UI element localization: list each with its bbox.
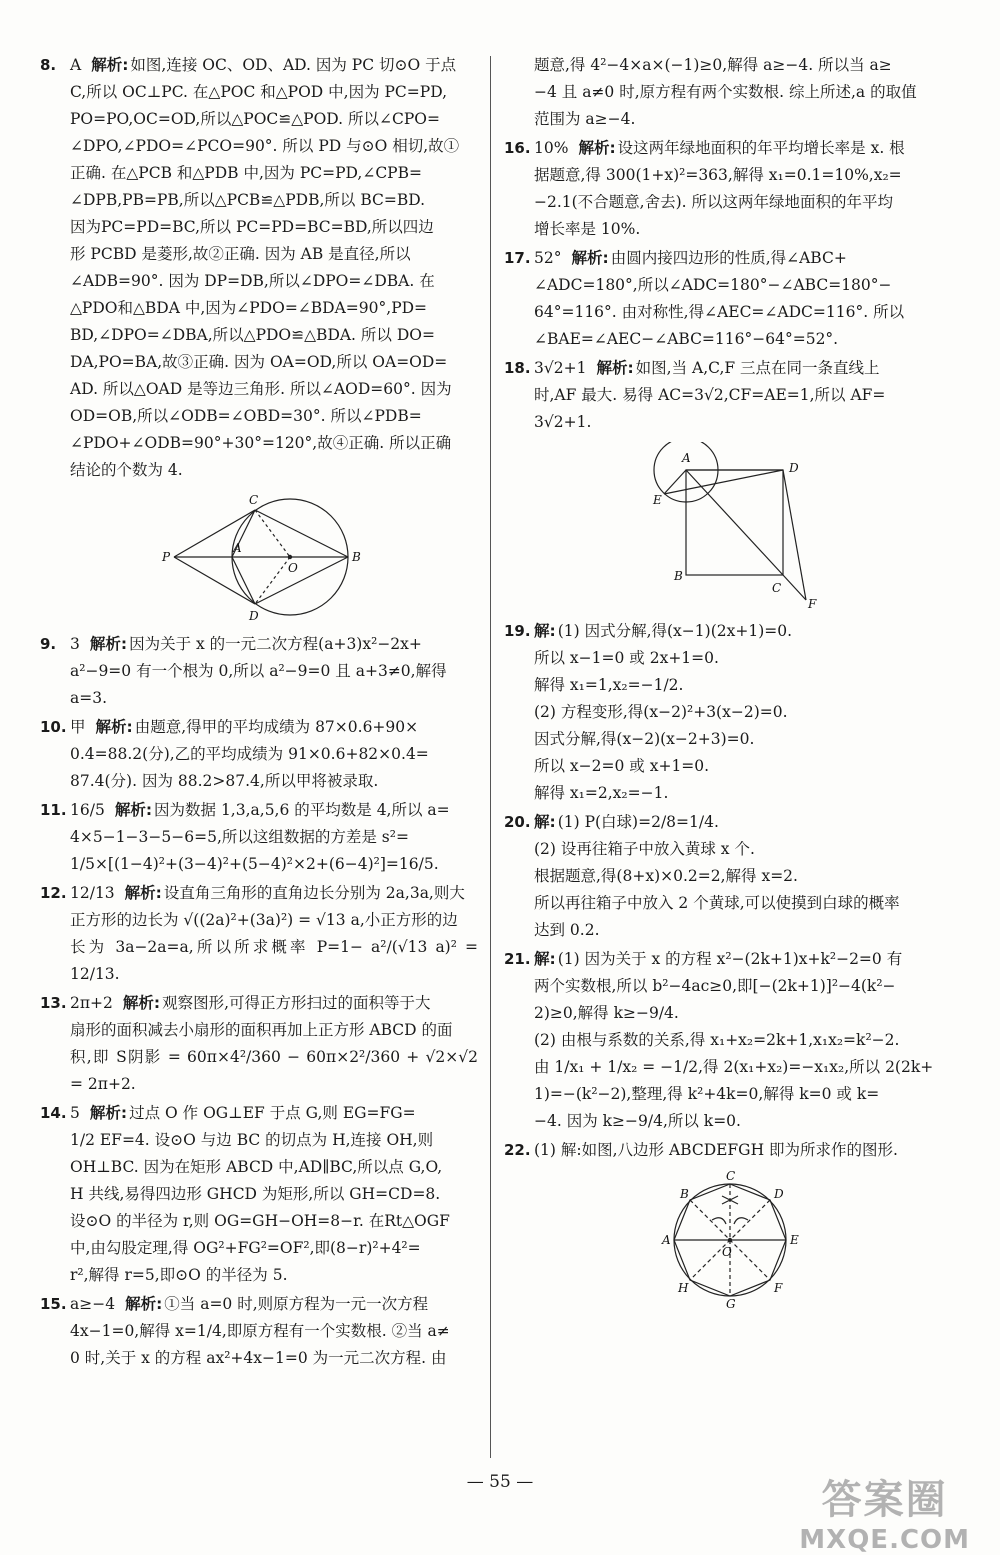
- question-number: 10.: [40, 718, 67, 736]
- text-line: 64°=116°. 由对称性,得∠AEC=∠ADC=116°. 所以: [534, 303, 905, 321]
- text-line: 时,AF 最大. 易得 AC=3√2,CF=AE=1,所以 AF=: [534, 386, 886, 404]
- question-10: [40, 714, 478, 795]
- text-line: ∠BAE=∠AEC−∠ABC=116°−64°=52°.: [534, 330, 839, 348]
- question-number: 21.: [504, 950, 531, 968]
- question-number: 11.: [40, 801, 67, 819]
- analysis-label: 解析:: [95, 718, 133, 736]
- label-E: E: [790, 1233, 799, 1247]
- watermark-main: 答案圈: [821, 1477, 948, 1523]
- text-line: 如图,当 A,C,F 三点在同一条直线上: [635, 359, 880, 377]
- text-line: 因为数据 1,3,a,5,6 的平均数是 4,所以 a=: [154, 801, 450, 819]
- answer: 5: [70, 1104, 80, 1122]
- left-column: [40, 52, 478, 1374]
- label-D: D: [774, 1187, 784, 1201]
- answer: a≥−4: [70, 1295, 116, 1313]
- question-16: [504, 135, 956, 243]
- text-line: 设直角三角形的直角边长分别为 2a,3a,则大: [163, 884, 465, 902]
- question-11: [40, 797, 478, 878]
- text-line: 由 1/x₁ + 1/x₂ = −1/2,得 2(x₁+x₂)=−x₁x₂,所以 2(2k+: [534, 1058, 934, 1076]
- text-line: (2) 设再往箱子中放入黄球 x 个.: [534, 840, 755, 858]
- question-14: [40, 1100, 478, 1289]
- text-line: 增长率是 10%.: [534, 220, 641, 238]
- text-line: 0 时,关于 x 的方程 ax²+4x−1=0 为一元二次方程. 由: [70, 1349, 447, 1367]
- question-19: [504, 618, 956, 807]
- text-line: OD=OB,所以∠ODB=∠OBD=30°. 所以∠PDB=: [70, 407, 422, 425]
- text-line: a=3.: [70, 689, 108, 707]
- label-B: B: [674, 569, 683, 583]
- answer: 3√2+1: [534, 359, 587, 377]
- text-line: a²−9=0 有一个根为 0,所以 a²−9=0 且 a+3≠0,解得: [70, 662, 447, 680]
- question-number: 16.: [504, 139, 531, 157]
- text-line: 解得 x₁=1,x₂=−1/2.: [534, 676, 684, 694]
- analysis-label: 解析:: [114, 801, 153, 819]
- text-line: 扇形的面积减去小扇形的面积再加上正方形 ABCD 的面: [70, 1021, 453, 1039]
- answer: 2π+2: [70, 994, 113, 1012]
- answer: 10%: [534, 139, 569, 157]
- text-line: 解得 x₁=2,x₂=−1.: [534, 784, 669, 802]
- text-line: 范围为 a≥−4.: [534, 110, 636, 128]
- text-line: −2.1(不合题意,舍去). 所以这两年绿地面积的年平均: [534, 193, 894, 211]
- label-C: C: [726, 1170, 736, 1183]
- text-line: −4 且 a≠0 时,原方程有两个实数根. 综上所述,a 的取值: [534, 83, 917, 101]
- text-line: PO=PO,OC=OD,所以△POC≌△POD. 所以∠CPO=: [70, 110, 441, 128]
- answer: 甲: [70, 718, 86, 736]
- text-line: (2) 由根与系数的关系,得 x₁+x₂=2k+1,x₁x₂=k²−2.: [534, 1031, 900, 1049]
- question-17: [504, 245, 956, 353]
- text-line: C,所以 OC⊥PC. 在△POC 和△POD 中,因为 PC=PD,: [70, 83, 448, 101]
- analysis-label: 解析:: [571, 249, 609, 267]
- label-O: O: [288, 561, 298, 575]
- question-18: [504, 355, 956, 436]
- text-line: ∠PDO+∠ODB=90°+30°=120°,故④正确. 所以正确: [70, 434, 452, 452]
- label-P: P: [162, 550, 171, 564]
- label-C: C: [249, 493, 259, 507]
- text-line: 87.4(分). 因为 88.2>87.4,所以甲将被录取.: [70, 772, 379, 790]
- column-divider: [490, 56, 491, 1458]
- question-number: 17.: [504, 249, 531, 267]
- right-column: [504, 52, 956, 1316]
- square-circle-figure: [644, 442, 834, 612]
- text-line: 所以 x−1=0 或 2x+1=0.: [534, 649, 719, 667]
- text-line: 如图,连接 OC、OD、AD. 因为 PC 切⊙O 于点: [130, 56, 457, 74]
- text-line: 根据题意,得(8+x)×0.2=2,解得 x=2.: [534, 867, 798, 885]
- label-B: B: [680, 1187, 689, 1201]
- answer: 52°: [534, 249, 562, 267]
- question-9: [40, 631, 478, 712]
- label-F: F: [808, 597, 817, 611]
- label-F: F: [774, 1281, 783, 1295]
- text-line: 设这两年绿地面积的年平均增长率是 x. 根: [617, 139, 905, 157]
- analysis-label: 解析:: [89, 1104, 128, 1122]
- watermark-sub: MXQE.COM: [799, 1525, 970, 1555]
- analysis-label: 解析:: [89, 635, 128, 653]
- answer: 12/13: [70, 884, 115, 902]
- text-line: 结论的个数为 4.: [70, 461, 183, 479]
- label-A: A: [682, 451, 691, 465]
- text-line: ①当 a=0 时,则原方程为一元一次方程: [164, 1295, 429, 1313]
- text-line: 观察图形,可得正方形扫过的面积等于大: [162, 994, 431, 1012]
- analysis-label: 解析:: [596, 359, 634, 377]
- text-line: 过点 O 作 OG⊥EF 于点 G,则 EG=FG=: [129, 1104, 416, 1122]
- question-number: 8.: [40, 56, 57, 74]
- text-line: 由题意,得甲的平均成绩为 87×0.6+90×: [134, 718, 419, 736]
- text-line: BD,∠DPO=∠DBA,所以△PDO≌△BDA. 所以 DO=: [70, 326, 435, 344]
- text-line: AD. 所以△OAD 是等边三角形. 所以∠AOD=60°. 因为: [70, 380, 452, 398]
- text-line: (2) 方程变形,得(x−2)²+3(x−2)=0.: [534, 703, 788, 721]
- text-line: 长为 3a−2a=a,所以所求概率 P=1− a²/(√13 a)² = 12/13.: [70, 938, 478, 983]
- question-8: [40, 52, 478, 484]
- text-line: 1/2 EF=4. 设⊙O 与边 BC 的切点为 H,连接 OH,则: [70, 1131, 434, 1149]
- text-line: 形 PCBD 是菱形,故②正确. 因为 AB 是直径,所以: [70, 245, 411, 263]
- text-line: H 共线,易得四边形 GHCD 为矩形,所以 GH=CD=8.: [70, 1185, 441, 1203]
- text-line: ∠DPO,∠PDO=∠PCO=90°. 所以 PD 与⊙O 相切,故①: [70, 137, 460, 155]
- solution-label: 解:: [534, 950, 556, 968]
- label-A: A: [233, 541, 242, 555]
- text-line: 4×5−1−3−5−6=5,所以这组数据的方差是 s²=: [70, 828, 409, 846]
- text-line: 据题意,得 300(1+x)²=363,解得 x₁=0.1=10%,x₂=: [534, 166, 902, 184]
- question-15-continued: [504, 52, 956, 133]
- question-number: 12.: [40, 884, 67, 902]
- analysis-label: 解析:: [91, 56, 129, 74]
- text-line: 题意,得 4²−4×a×(−1)≥0,解得 a≥−4. 所以当 a≥: [534, 56, 892, 74]
- text-line: r²,解得 r=5,即⊙O 的半径为 5.: [70, 1266, 288, 1284]
- answer: 16/5: [70, 801, 105, 819]
- text-line: 中,由勾股定理,得 OG²+FG²=OF²,即(8−r)²+4²=: [70, 1239, 421, 1257]
- watermark-logo: [799, 1468, 970, 1555]
- analysis-label: 解析:: [578, 139, 616, 157]
- question-number: 9.: [40, 635, 57, 653]
- text-line: 所以再往箱子中放入 2 个黄球,可以使摸到白球的概率: [534, 894, 900, 912]
- text-line: OH⊥BC. 因为在矩形 ABCD 中,AD∥BC,所以点 G,O,: [70, 1158, 443, 1176]
- text-line: 2)≥0,解得 k≥−9/4.: [534, 1004, 679, 1022]
- text-line: DA,PO=BA,故③正确. 因为 OA=OD,所以 OA=OD=: [70, 353, 448, 371]
- question-20: [504, 809, 956, 944]
- text-line: 积,即 S阴影 = 60π×4²/360 − 60π×2²/360 + √2×√2 = 2π+2.: [70, 1048, 478, 1093]
- analysis-label: 解析:: [122, 994, 161, 1012]
- answer: 3: [70, 635, 80, 653]
- text-line: 由圆内接四边形的性质,得∠ABC+: [610, 249, 847, 267]
- question-12: [40, 880, 478, 988]
- question-21: [504, 946, 956, 1135]
- text-line: (1) 因为关于 x 的方程 x²−(2k+1)x+k²−2=0 有: [557, 950, 903, 968]
- text-line: 1/5×[(1−4)²+(3−4)²+(5−4)²×2+(6−4)²]=16/5.: [70, 855, 439, 873]
- question-13: [40, 990, 478, 1098]
- label-E: E: [653, 493, 662, 507]
- text-line: 达到 0.2.: [534, 921, 600, 939]
- text-line: 设⊙O 的半径为 r,则 OG=GH−OH=8−r. 在Rt△OGF: [70, 1212, 450, 1230]
- label-D: D: [789, 461, 799, 475]
- question-number: 20.: [504, 813, 531, 831]
- question-22: [504, 1137, 956, 1164]
- label-G: G: [726, 1297, 736, 1310]
- circle-tangent-figure: [160, 490, 370, 625]
- question-15: [40, 1291, 478, 1372]
- analysis-label: 解析:: [124, 884, 162, 902]
- text-line: 3√2+1.: [534, 413, 592, 431]
- question-number: 18.: [504, 359, 531, 377]
- text-line: ∠ADC=180°,所以∠ADC=180°−∠ABC=180°−: [534, 276, 892, 294]
- text-line: ∠ADB=90°. 因为 DP=DB,所以∠DPO=∠DBA. 在: [70, 272, 435, 290]
- text-line: 0.4=88.2(分),乙的平均成绩为 91×0.6+82×0.4=: [70, 745, 429, 763]
- solution-label: 解:: [534, 813, 556, 831]
- answer: A: [70, 56, 82, 74]
- text-line: −4. 因为 k≥−9/4,所以 k=0.: [534, 1112, 741, 1130]
- text-line: 因为关于 x 的一元二次方程(a+3)x²−2x+: [129, 635, 422, 653]
- text-line: 所以 x−2=0 或 x+1=0.: [534, 757, 710, 775]
- page-number: — 55 —: [466, 1472, 534, 1492]
- question-number: 19.: [504, 622, 531, 640]
- text-line: (1) 解:如图,八边形 ABCDEFGH 即为所求作的图形.: [534, 1141, 898, 1159]
- text-line: (1) P(白球)=2/8=1/4.: [557, 813, 719, 831]
- label-A: A: [662, 1233, 671, 1247]
- text-line: 正确. 在△PCB 和△PDB 中,因为 PC=PD,∠CPB=: [70, 164, 422, 182]
- text-line: 4x−1=0,解得 x=1/4,即原方程有一个实数根. ②当 a≠: [70, 1322, 450, 1340]
- question-number: 13.: [40, 994, 67, 1012]
- text-line: 正方形的边长为 √((2a)²+(3a)²) = √13 a,小正方形的边: [70, 911, 458, 929]
- text-line: ∠DPB,PB=PB,所以△PCB≌△PDB,所以 BC=BD.: [70, 191, 426, 209]
- octagon-construction-figure: [650, 1170, 810, 1310]
- solution-label: 解:: [534, 622, 556, 640]
- text-line: 两个实数根,所以 b²−4ac≥0,即[−(2k+1)]²−4(k²−: [534, 977, 896, 995]
- question-number: 15.: [40, 1295, 67, 1313]
- text-line: 因为PC=PD=BC,所以 PC=PD=BC=BD,所以四边: [70, 218, 434, 236]
- text-line: △PDO和△BDA 中,因为∠PDO=∠BDA=90°,PD=: [70, 299, 428, 317]
- label-C: C: [772, 581, 782, 595]
- question-number: 22.: [504, 1141, 531, 1159]
- label-B: B: [352, 550, 361, 564]
- text-line: 因式分解,得(x−2)(x−2+3)=0.: [534, 730, 755, 748]
- label-O: O: [722, 1245, 732, 1259]
- label-H: H: [678, 1281, 689, 1295]
- text-line: 1)=−(k²−2),整理,得 k²+4k=0,解得 k=0 或 k=: [534, 1085, 880, 1103]
- label-D: D: [249, 609, 259, 623]
- text-line: (1) 因式分解,得(x−1)(2x+1)=0.: [557, 622, 793, 640]
- question-number: 14.: [40, 1104, 67, 1122]
- analysis-label: 解析:: [125, 1295, 163, 1313]
